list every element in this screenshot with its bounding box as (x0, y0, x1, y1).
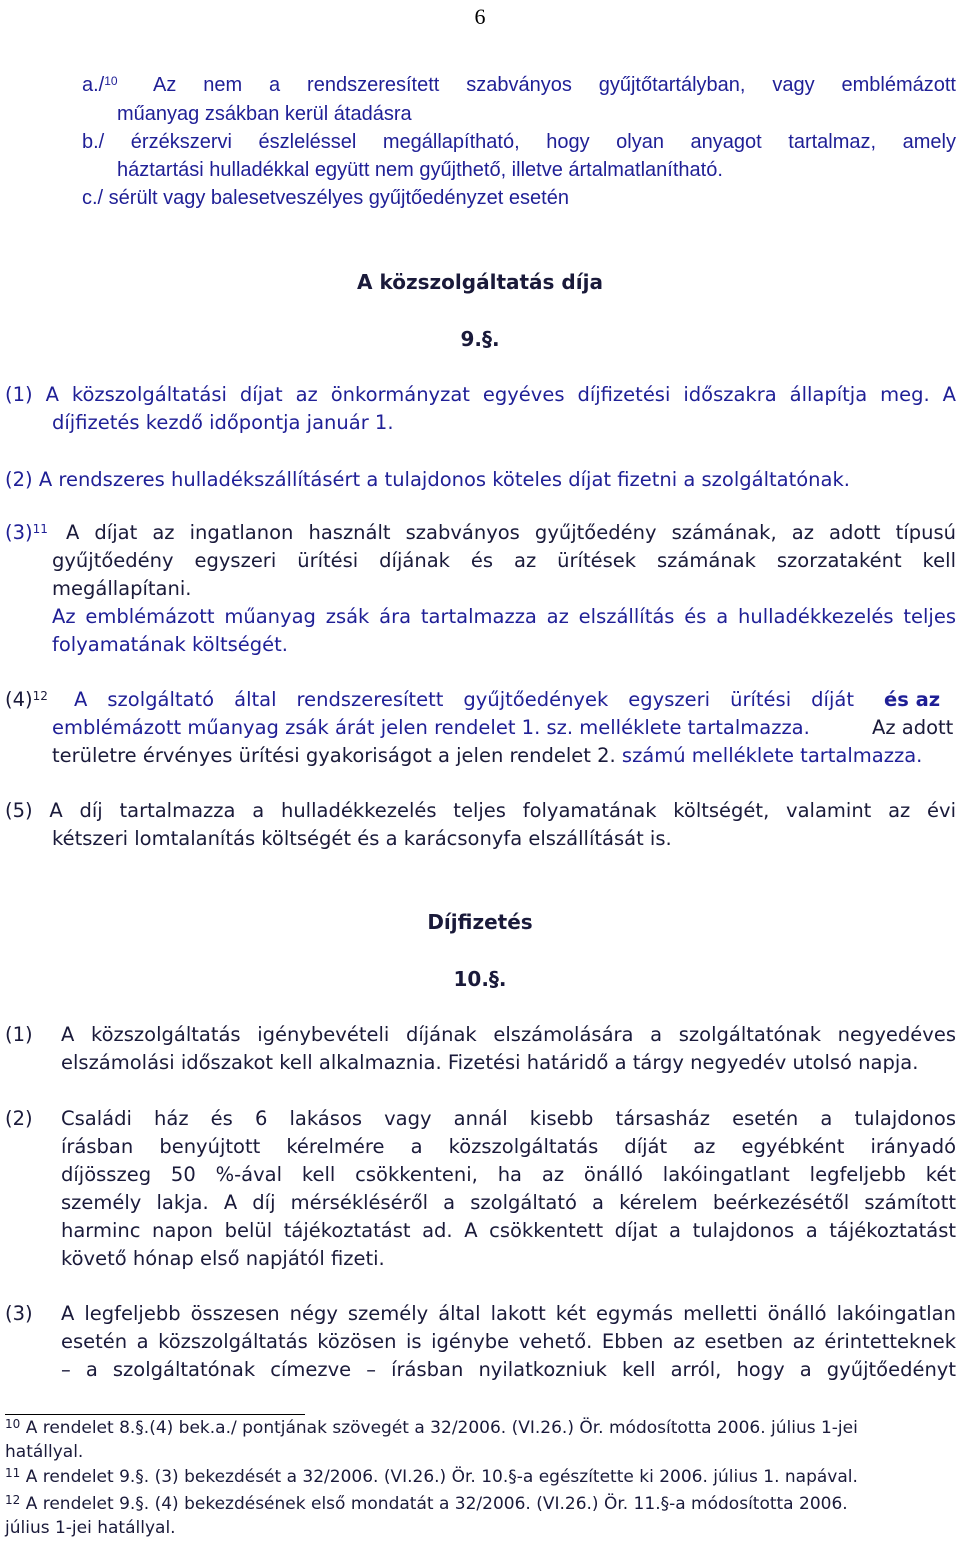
footnote-separator (5, 1414, 305, 1415)
s9-p3-line4: Az emblémázott műanyag zsák ára tartalmazza az elszállítás és a hulladékkezelés teljes (52, 605, 956, 628)
s9-p4-line3a: területre érvényes ürítési gyakoriságot a jelen rendelet 2. számú melléklete tartalmazza. (52, 744, 923, 767)
s10-p1-line2: elszámolási időszakot kell alkalmaznia. Fizetési határidő a tárgy negyedév utolsó napja. (61, 1051, 919, 1074)
s9-p5-line1: (5) A díj tartalmazza a hulladékkezelés teljes folyamatának költségét, valamint az évi (5, 799, 956, 822)
s10-p2-line1: Családi ház és 6 lakásos vagy annál kisebb társasház esetén a tulajdonos (61, 1107, 956, 1130)
footnote-10-cont: hatállyal. (5, 1442, 84, 1462)
s10-p2-line5: harminc napon belül tájékoztatást ad. A csökkentett díjat a tulajdonos a tájékoztatást (61, 1219, 956, 1242)
s10-p2-line6: követő hónap első napjától fizeti. (61, 1247, 385, 1270)
s9-p1-line2: díjfizetés kezdő időpontja január 1. (52, 411, 394, 434)
s10-p2-line4: személy lakja. A díj mérsékléséről a szolgáltató a kérelem beérkezésétől számított (61, 1191, 956, 1214)
footnote-ref-11: 11 (32, 522, 48, 536)
item-b-line2: háztartási hulladékkal együtt nem gyűjthető, illetve ártalmatlanítható. (117, 159, 723, 181)
s9-p4-line1a: A szolgáltató által rendszeresített gyűjtőedények egyszeri ürítési díját (74, 688, 854, 711)
footnote-ref-12: 12 (32, 689, 48, 703)
s9-p5-line2: kétszeri lomtalanítás költségét és a karácsonyfa elszállítását is. (52, 827, 672, 850)
item-a-text: Az nem a rendszeresített szabványos gyűjtőtartályban, vagy emblémázott (153, 74, 956, 96)
section9-title: A közszolgáltatás díja (357, 270, 603, 294)
item-a-line2: műanyag zsákban kerül átadásra (117, 103, 412, 125)
s10-p3-number: (3) (5, 1302, 33, 1325)
s9-p3-line3: megállapítani. (52, 577, 192, 600)
section10-number: 10.§. (453, 967, 507, 991)
s9-p2-line1: (2) A rendszeres hulladékszállításért a tulajdonos köteles díjat fizetni a szolgáltatónak. (5, 468, 850, 491)
item-a-line1 (82, 72, 118, 98)
footnote-11: $^{11}$ A rendelet 9.§. (3) bekezdését a 32/2006. (VI.26.) Ör. 10.§-a egészítette ki 2006. július 1. napával. (5, 1466, 858, 1487)
s10-p1-number: (1) (5, 1023, 33, 1046)
s10-p2-number: (2) (5, 1107, 33, 1130)
s9-p3-line5: folyamatának költségét. (52, 633, 289, 656)
s10-p3-line1: A legfeljebb összesen négy személy által lakott két egymás melletti önálló lakóingatlan (61, 1302, 956, 1325)
s9-p3-line2: gyűjtőedény egyszeri ürítési díjának és az ürítések számának szorzataként kell (52, 549, 956, 572)
s9-p4-line1b: és az (884, 688, 941, 711)
section10-title: Díjfizetés (427, 910, 533, 934)
page-number: 6 (474, 4, 486, 29)
item-c-line1: c./ sérült vagy balesetveszélyes gyűjtőedényzet esetén (82, 187, 569, 209)
s10-p3-line2: esetén a közszolgáltatás közösen is igénybe vehető. Ebben az esetben az érintetteknek (61, 1330, 956, 1353)
s10-p2-line2: írásban benyújtott kérelmére a közszolgáltatás díját az egyébként irányadó (61, 1135, 956, 1158)
footnote-12-cont: július 1-jei hatállyal. (5, 1518, 176, 1538)
footnote-10: $^{10}$ A rendelet 8.§.(4) bek.a./ pontjának szövegét a 32/2006. (VI.26.) Ör. módosította 2006. július 1-jei (5, 1417, 858, 1438)
footnote-12: $^{12}$ A rendelet 9.§. (4) bekezdésének első mondatát a 32/2006. (VI.26.) Ör. 11.§-a módosította 2006. (5, 1493, 848, 1514)
item-a-prefix: a./ (82, 74, 105, 96)
item-b-line1: b./ érzékszervi észleléssel megállapítható, hogy olyan anyagot tartalmaz, amely (82, 131, 956, 153)
section9-number: 9.§. (460, 327, 500, 351)
s9-p4-line2a: emblémázott műanyag zsák árát jelen rendelet 1. sz. melléklete tartalmazza. (52, 716, 810, 739)
s9-p1-line1: (1) A közszolgáltatási díjat az önkormányzat egyéves díjfizetési időszakra állapítja meg. A (5, 383, 956, 406)
s9-p4-line2b: Az adott (872, 716, 954, 739)
s9-p3-line1: A díjat az ingatlanon használt szabványos gyűjtőedény számának, az adott típusú (66, 521, 956, 544)
s10-p1-line1: A közszolgáltatás igénybevételi díjának elszámolására a szolgáltatónak negyedéves (61, 1023, 956, 1046)
s9-p4-number: $(4)^{12}$ (5, 688, 48, 711)
s10-p2-line3: díjösszeg 50 %-ával kell csökkenteni, ha az önálló lakóingatlant legfeljebb két (61, 1163, 956, 1186)
footnote-ref-10: 10 (104, 74, 118, 88)
s9-p3-number: $(3)^{11}$ (5, 521, 48, 544)
s10-p3-line3: – a szolgáltatónak címezve – írásban nyilatkozniuk kell arról, hogy a gyűjtőedényt (61, 1358, 956, 1381)
